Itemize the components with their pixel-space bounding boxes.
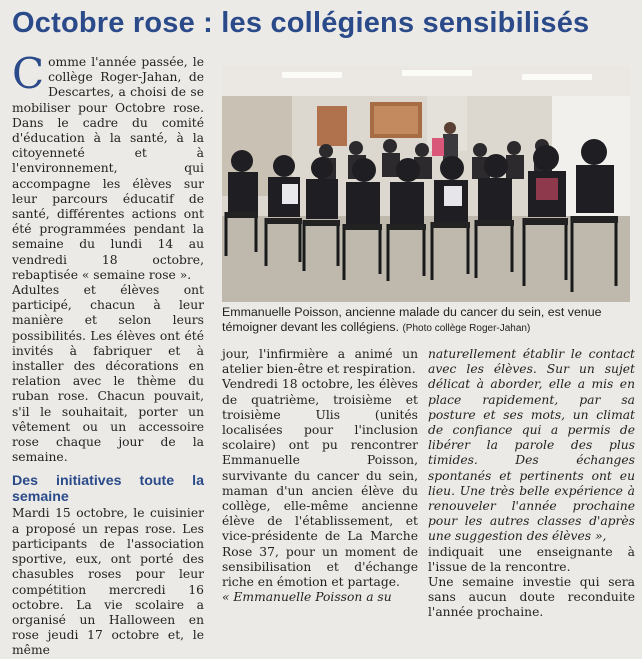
classroom-photo-illustration bbox=[222, 66, 630, 302]
photo-credit: (Photo collège Roger-Jahan) bbox=[402, 323, 531, 334]
col2-paragraph-2: Vendredi 18 octobre, les élèves de quatrième, troisième et troisième Ulis (unités localisées pour l'inclusion scolaire) ont pu rencontrer Emmanuelle Poisson, survivante du cancer du sein, maman d'un ancien élève du collège, elle-même ancienne élève de l'établissement, et vice-présidente de La Marche Rose 37, pour un moment de sensibilisation et d'échange riche en émotion et partage. bbox=[222, 377, 418, 590]
article-title: Octobre rose : les collégiens sensibilisés bbox=[12, 7, 590, 39]
column-1 bbox=[12, 49, 204, 659]
paragraph-3: Mardi 15 octobre, le cuisinier a proposé un repas rose. Les participants de l'association sportive, eux, ont porté des chasubles roses pour leur compétition mercredi 16 octobre. La vie scolaire a organisé un Halloween en rose jeudi 17 octobre et, le même bbox=[12, 506, 204, 658]
col3-attribution: indiquait une enseignante à l'issue de la rencontre. bbox=[428, 544, 635, 574]
photo-caption bbox=[222, 305, 632, 336]
column-3 bbox=[428, 347, 635, 621]
drop-cap: C bbox=[12, 49, 45, 98]
article-photo bbox=[222, 66, 630, 302]
caption-text: Emmanuelle Poisson, ancienne malade du cancer du sein, est venue témoigner devant les collégiens. bbox=[222, 305, 602, 334]
lead-paragraph bbox=[12, 49, 204, 283]
column-2 bbox=[222, 347, 418, 605]
col3-closing: Une semaine investie qui sera sans aucun doute reconduite l'année prochaine. bbox=[428, 575, 635, 620]
col2-paragraph-1: jour, l'infirmière a animé un atelier bien-être et respiration. bbox=[222, 347, 418, 377]
col3-quote: naturellement établir le contact avec les élèves. Sur un sujet délicat à aborder, elle a mis en place rapidement, par sa posture et ses mots, un climat de confiance qui a permis de libérer la parole des plus timides. Des échanges spontanés et pertinents ont eu lieu. Une très belle expérience à renouveler l'année prochaine pour les autres classes d'après une suggestion des élèves », bbox=[428, 347, 635, 544]
lead-text: omme l'année passée, le collège Roger-Jahan, de Descartes, a choisi de se mobiliser pour Octobre rose. Dans le cadre du comité d'éducation à la santé, à la citoyenneté et à l'environnement, qui accompagne les élèves sur leur parcours éducatif de santé, différentes actions ont été programmées pendant la semaine du lundi 14 au vendredi 18 octobre, rebaptisée « semaine rose ». bbox=[12, 55, 204, 282]
col2-quote-start: « Emmanuelle Poisson a su bbox=[222, 590, 392, 605]
paragraph-2: Adultes et élèves ont participé, chacun à leur manière et selon leurs possibilités. Les élèves ont été invités à fabriquer et à installer des décorations en relation avec le thème du ruban rose. Chacun pouvait, s'il le souhaitait, porter un vêtement ou un accessoire rose chaque jour de la semaine. bbox=[12, 283, 204, 465]
subheading: Des initiatives toute la semaine bbox=[12, 473, 204, 506]
